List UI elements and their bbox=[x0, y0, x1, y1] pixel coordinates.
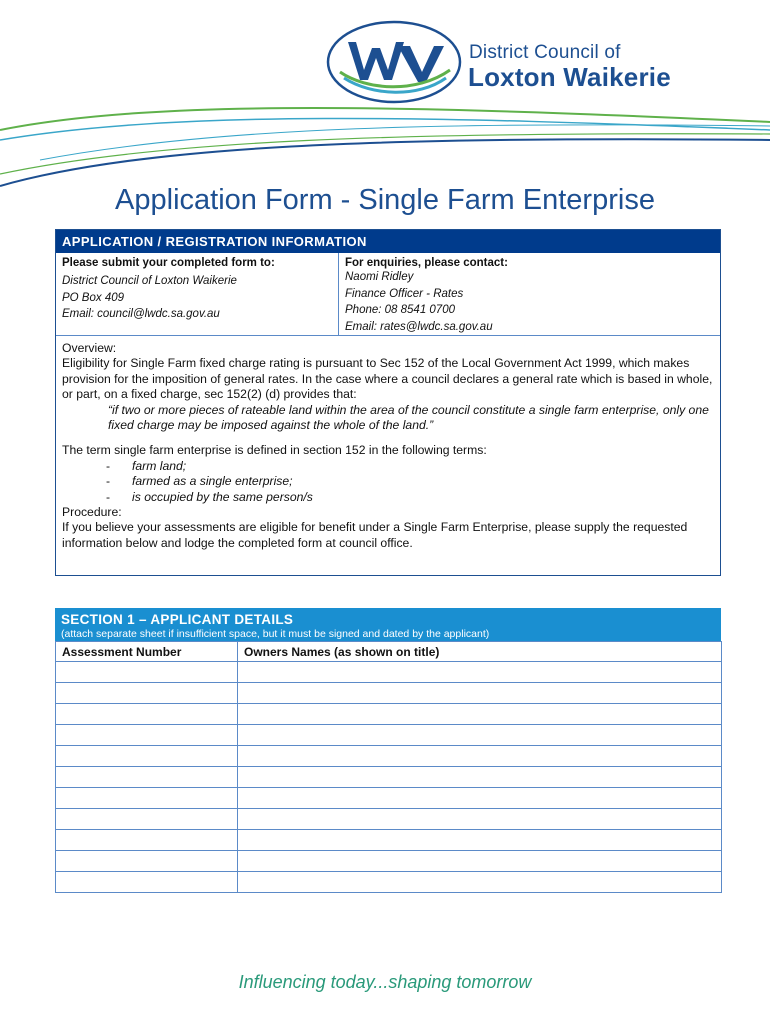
owners-names-cell[interactable] bbox=[238, 830, 722, 851]
overview-text: Eligibility for Single Farm fixed charge rating is pursuant to Sec 152 of the Local Government Act 1999, which makes provision for the imposition of general rates. In the case where a council declares a general rate which is based in whole, or part, on a fixed charge, sec 152(2) (d) provides that: bbox=[62, 356, 713, 402]
owners-names-header: Owners Names (as shown on title) bbox=[238, 642, 722, 662]
owners-names-cell[interactable] bbox=[238, 809, 722, 830]
enquiries-email[interactable]: Email: rates@lwdc.sa.gov.au bbox=[345, 320, 493, 333]
owners-names-cell[interactable] bbox=[238, 725, 722, 746]
table-row bbox=[56, 809, 722, 830]
section1-applicant-details bbox=[55, 608, 721, 893]
applicant-table bbox=[55, 641, 722, 893]
owners-names-cell[interactable] bbox=[238, 704, 722, 725]
section1-header bbox=[55, 608, 721, 641]
enquiries-phone: Phone: 08 8541 0700 bbox=[345, 304, 455, 316]
council-logo bbox=[326, 20, 726, 104]
term-item: - farmed as a single enterprise; bbox=[106, 474, 293, 489]
enquiries-column bbox=[339, 253, 719, 335]
term-item: - is occupied by the same person/s bbox=[106, 489, 313, 504]
registration-info-box bbox=[55, 229, 721, 576]
assessment-number-cell[interactable] bbox=[56, 662, 238, 683]
owners-names-cell[interactable] bbox=[238, 767, 722, 788]
terms-intro: The term single farm enterprise is defined in section 152 in the following terms: bbox=[62, 443, 487, 458]
submit-email[interactable]: Email: council@lwdc.sa.gov.au bbox=[62, 308, 220, 320]
section1-title: SECTION 1 – APPLICANT DETAILS bbox=[61, 612, 294, 627]
table-row bbox=[56, 767, 722, 788]
logo-text-line2: Loxton Waikerie bbox=[468, 62, 671, 92]
enquiries-heading: For enquiries, please contact: bbox=[345, 257, 508, 269]
table-row bbox=[56, 725, 722, 746]
procedure-label: Procedure: bbox=[62, 505, 122, 520]
owners-names-cell[interactable] bbox=[238, 872, 722, 893]
table-row bbox=[56, 746, 722, 767]
procedure-text: If you believe your assessments are eligible for benefit under a Single Farm Enterprise, please supply the requested information below and lodge the completed form at council office. bbox=[62, 520, 688, 550]
assessment-number-cell[interactable] bbox=[56, 830, 238, 851]
table-row bbox=[56, 872, 722, 893]
submit-heading: Please submit your completed form to: bbox=[62, 257, 275, 269]
owners-names-cell[interactable] bbox=[238, 851, 722, 872]
submit-to-column bbox=[56, 253, 339, 335]
header-swoosh-decoration bbox=[0, 100, 770, 190]
table-row bbox=[56, 683, 722, 704]
table-row bbox=[56, 788, 722, 809]
logo-text-line1: District Council of bbox=[469, 42, 621, 63]
assessment-number-cell[interactable] bbox=[56, 788, 238, 809]
section1-subtitle: (attach separate sheet if insufficient space, but it must be signed and dated by the applicant) bbox=[61, 628, 490, 640]
page-title: Application Form - Single Farm Enterprise bbox=[115, 184, 655, 216]
registration-header: APPLICATION / REGISTRATION INFORMATION bbox=[56, 230, 720, 253]
table-row bbox=[56, 830, 722, 851]
enquiries-line: Finance Officer - Rates bbox=[345, 287, 464, 300]
assessment-number-cell[interactable] bbox=[56, 683, 238, 704]
footer-tagline: Influencing today...shaping tomorrow bbox=[238, 972, 532, 992]
contact-row bbox=[56, 253, 720, 336]
submit-line: District Council of Loxton Waikerie bbox=[62, 275, 237, 287]
assessment-number-cell[interactable] bbox=[56, 809, 238, 830]
owners-names-cell[interactable] bbox=[238, 788, 722, 809]
assessment-number-cell[interactable] bbox=[56, 704, 238, 725]
table-row bbox=[56, 662, 722, 683]
assessment-number-cell[interactable] bbox=[56, 767, 238, 788]
owners-names-cell[interactable] bbox=[238, 746, 722, 767]
assessment-number-cell[interactable] bbox=[56, 851, 238, 872]
legislation-quote: “if two or more pieces of rateable land within the area of the council constitute a single farm enterprise, only one fixed charge may be imposed against the whole of the land.” bbox=[108, 402, 709, 433]
assessment-number-header: Assessment Number bbox=[56, 642, 238, 662]
owners-names-cell[interactable] bbox=[238, 662, 722, 683]
table-row bbox=[56, 851, 722, 872]
assessment-number-cell[interactable] bbox=[56, 746, 238, 767]
table-header-row bbox=[56, 642, 722, 662]
lw-logo-icon bbox=[326, 20, 462, 104]
table-row bbox=[56, 704, 722, 725]
submit-line: PO Box 409 bbox=[62, 291, 125, 304]
assessment-number-cell[interactable] bbox=[56, 725, 238, 746]
assessment-number-cell[interactable] bbox=[56, 872, 238, 893]
overview-label: Overview: bbox=[62, 341, 117, 355]
owners-names-cell[interactable] bbox=[238, 683, 722, 704]
term-item: - farm land; bbox=[106, 458, 187, 473]
overview-section bbox=[56, 336, 720, 551]
enquiries-line: Naomi Ridley bbox=[345, 271, 414, 283]
